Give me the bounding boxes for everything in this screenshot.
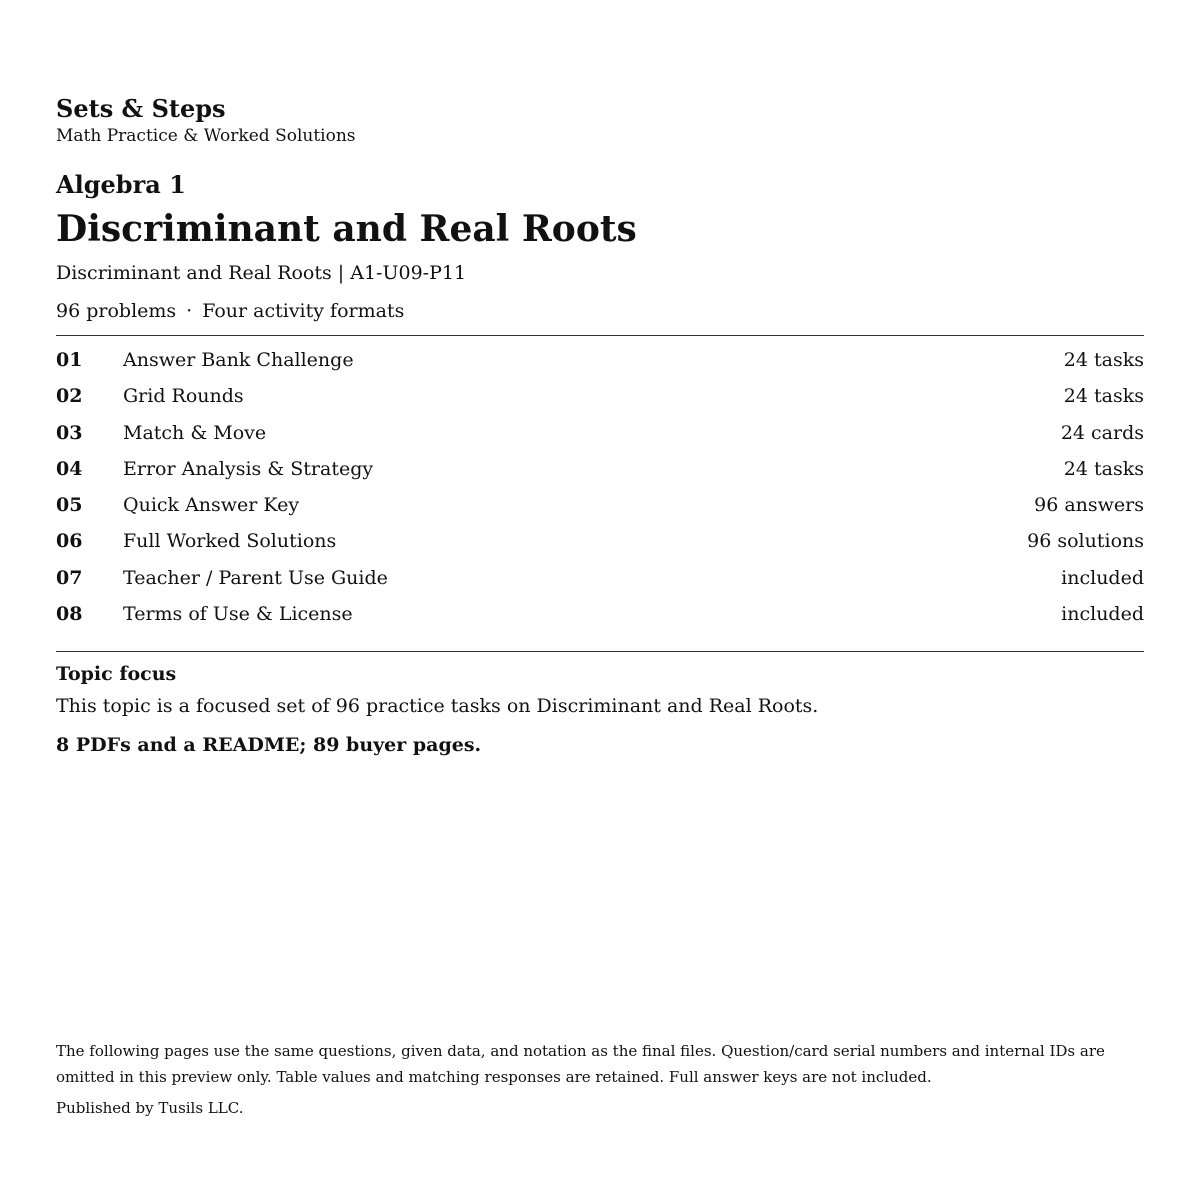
contents-label: Quick Answer Key — [123, 494, 300, 517]
contents-label: Match & Move — [123, 421, 267, 444]
contents-number: 02 — [56, 385, 83, 408]
preview-disclaimer: The following pages use the same questions, given data, and notation as the final files. Question/card serial numbers and internal IDs are omitted in this preview only. Table values and matching responses are retained. Full answer keys are not included. — [56, 1042, 1105, 1086]
contents-count: included — [1061, 566, 1144, 589]
publisher-credit: Published by Tusils LLC. — [56, 1099, 244, 1117]
contents-number: 01 — [56, 349, 83, 371]
contents-number: 03 — [56, 421, 83, 444]
product-preview-page — [56, 0, 1144, 1200]
contents-label: Error Analysis & Strategy — [123, 457, 374, 480]
contents-count: 96 solutions — [1027, 530, 1144, 553]
files-summary: 8 PDFs and a README; 89 buyer pages. — [56, 734, 482, 756]
contents-count: 24 tasks — [1063, 349, 1144, 371]
activity-formats: Four activity formats — [202, 300, 405, 322]
contents-label: Teacher / Parent Use Guide — [123, 566, 388, 589]
product-code-line: Discriminant and Real Roots | A1-U09-P11 — [56, 262, 467, 284]
contents-count: 24 tasks — [1063, 385, 1144, 408]
contents-count: included — [1061, 603, 1144, 626]
contents-label: Full Worked Solutions — [123, 530, 337, 553]
contents-row — [56, 451, 1144, 487]
contents-count: 96 answers — [1034, 494, 1144, 517]
contents-number: 05 — [56, 494, 83, 517]
contents-row — [56, 378, 1144, 414]
contents-list — [56, 342, 1144, 632]
contents-row — [56, 342, 1144, 378]
problem-count: 96 problems — [56, 300, 177, 322]
contents-number: 07 — [56, 566, 83, 589]
contents-row — [56, 415, 1144, 451]
page-title: Discriminant and Real Roots — [56, 208, 637, 250]
contents-number: 08 — [56, 603, 83, 626]
contents-row — [56, 560, 1144, 596]
contents-row — [56, 523, 1144, 559]
contents-count: 24 cards — [1060, 421, 1144, 444]
topic-focus-text: This topic is a focused set of 96 practice tasks on Discriminant and Real Roots. — [56, 695, 819, 717]
contents-label: Answer Bank Challenge — [123, 349, 354, 371]
contents-label: Grid Rounds — [123, 385, 244, 408]
contents-count: 24 tasks — [1063, 457, 1144, 480]
brand-tagline: Math Practice & Worked Solutions — [56, 126, 356, 146]
divider-bottom — [56, 651, 1144, 652]
topic-focus-heading: Topic focus — [56, 663, 177, 685]
contents-label: Terms of Use & License — [123, 603, 353, 626]
brand-name: Sets & Steps — [56, 94, 226, 123]
contents-number: 06 — [56, 530, 83, 553]
contents-number: 04 — [56, 457, 83, 480]
divider-top — [56, 335, 1144, 336]
course-subject: Algebra 1 — [56, 170, 186, 199]
separator-dot: · — [186, 300, 193, 322]
contents-row — [56, 487, 1144, 523]
contents-row — [56, 596, 1144, 632]
product-summary-line — [56, 298, 404, 324]
